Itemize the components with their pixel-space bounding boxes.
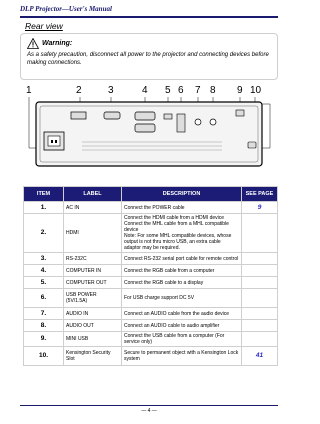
header-label: LABEL xyxy=(64,187,122,202)
row-item: 2. xyxy=(24,214,64,253)
table-row xyxy=(24,265,278,277)
row-label: USB POWER (5V/1.5A) xyxy=(64,289,122,308)
row-label: Kensington Security Slot xyxy=(64,347,122,366)
row-label: AUDIO IN xyxy=(64,308,122,320)
row-description: Connect the RGB cable from a computer xyxy=(122,265,242,277)
table-header-row xyxy=(24,187,278,202)
row-item: 5. xyxy=(24,277,64,289)
callout-8: 8 xyxy=(210,85,216,96)
rear-view-diagram xyxy=(22,86,278,172)
row-label: AC IN xyxy=(64,202,122,214)
callout-9: 9 xyxy=(237,85,243,96)
row-label: COMPUTER OUT xyxy=(64,277,122,289)
section-title: Rear view xyxy=(25,21,63,31)
table-row xyxy=(24,332,278,347)
header-title: DLP Projector—User's Manual xyxy=(20,5,112,13)
row-label: HDMI xyxy=(64,214,122,253)
callout-7: 7 xyxy=(195,85,201,96)
row-see-page xyxy=(242,265,278,277)
row-item: 8. xyxy=(24,320,64,332)
row-see-page xyxy=(242,277,278,289)
row-see-page xyxy=(242,320,278,332)
header-item: ITEM xyxy=(24,187,64,202)
callout-2: 2 xyxy=(76,85,82,96)
row-see-page xyxy=(242,308,278,320)
row-item: 1. xyxy=(24,202,64,214)
header-rule xyxy=(20,16,278,18)
row-see-page xyxy=(242,253,278,265)
warning-triangle-icon xyxy=(27,38,39,49)
table-row xyxy=(24,214,278,253)
row-item: 4. xyxy=(24,265,64,277)
table-row xyxy=(24,289,278,308)
row-label: MINI USB xyxy=(64,332,122,347)
table-row xyxy=(24,308,278,320)
row-description: Connect an AUDIO cable from the audio device xyxy=(122,308,242,320)
row-item: 10. xyxy=(24,347,64,366)
connections-table xyxy=(23,186,278,366)
page-header xyxy=(20,5,278,17)
callout-10: 10 xyxy=(250,85,262,96)
table-row xyxy=(24,347,278,366)
table-row xyxy=(24,320,278,332)
page-footer xyxy=(20,405,278,414)
callout-5: 5 xyxy=(165,85,171,96)
row-see-page[interactable]: 41 xyxy=(242,347,278,366)
callout-6: 6 xyxy=(178,85,184,96)
row-see-page[interactable]: 9 xyxy=(242,202,278,214)
callout-4: 4 xyxy=(142,85,148,96)
warning-box xyxy=(20,33,278,80)
row-see-page xyxy=(242,332,278,347)
row-description: Secure to permanent object with a Kensington Lock system xyxy=(122,347,242,366)
row-label: COMPUTER IN xyxy=(64,265,122,277)
row-label: RS-232C xyxy=(64,253,122,265)
row-description: Connect the RGB cable to a display xyxy=(122,277,242,289)
row-see-page xyxy=(242,289,278,308)
row-description: For USB charge support DC 5V xyxy=(122,289,242,308)
page-number: — 4 — xyxy=(141,408,157,414)
row-see-page xyxy=(242,214,278,253)
warning-label: Warning: xyxy=(42,40,73,47)
table-row xyxy=(24,202,278,214)
callout-1: 1 xyxy=(26,85,32,96)
callout-3: 3 xyxy=(108,85,114,96)
row-description: Connect the HDMI cable from a HDMI device Connect the MHL cable from a MHL compatible device Note: For some MHL compatible devices, whose output is not thru micro USB, an extra cable adaptor may be required. xyxy=(122,214,242,253)
row-description: Connect the POWER cable xyxy=(122,202,242,214)
row-label: AUDIO OUT xyxy=(64,320,122,332)
row-description: Connect RS-232 serial port cable for remote control xyxy=(122,253,242,265)
footer-rule xyxy=(20,405,278,406)
row-item: 3. xyxy=(24,253,64,265)
row-description: Connect the USB cable from a computer (For service only) xyxy=(122,332,242,347)
table-row xyxy=(24,253,278,265)
projector-rear-panel xyxy=(22,86,278,172)
row-item: 9. xyxy=(24,332,64,347)
table-row xyxy=(24,277,278,289)
warning-text: As a safety precaution, disconnect all power to the projector and connecting devices before making connections. xyxy=(27,52,269,66)
row-item: 6. xyxy=(24,289,64,308)
row-description: Connect an AUDIO cable to audio amplifier xyxy=(122,320,242,332)
header-see-page: SEE PAGE xyxy=(242,187,278,202)
row-item: 7. xyxy=(24,308,64,320)
header-description: DESCRIPTION xyxy=(122,187,242,202)
